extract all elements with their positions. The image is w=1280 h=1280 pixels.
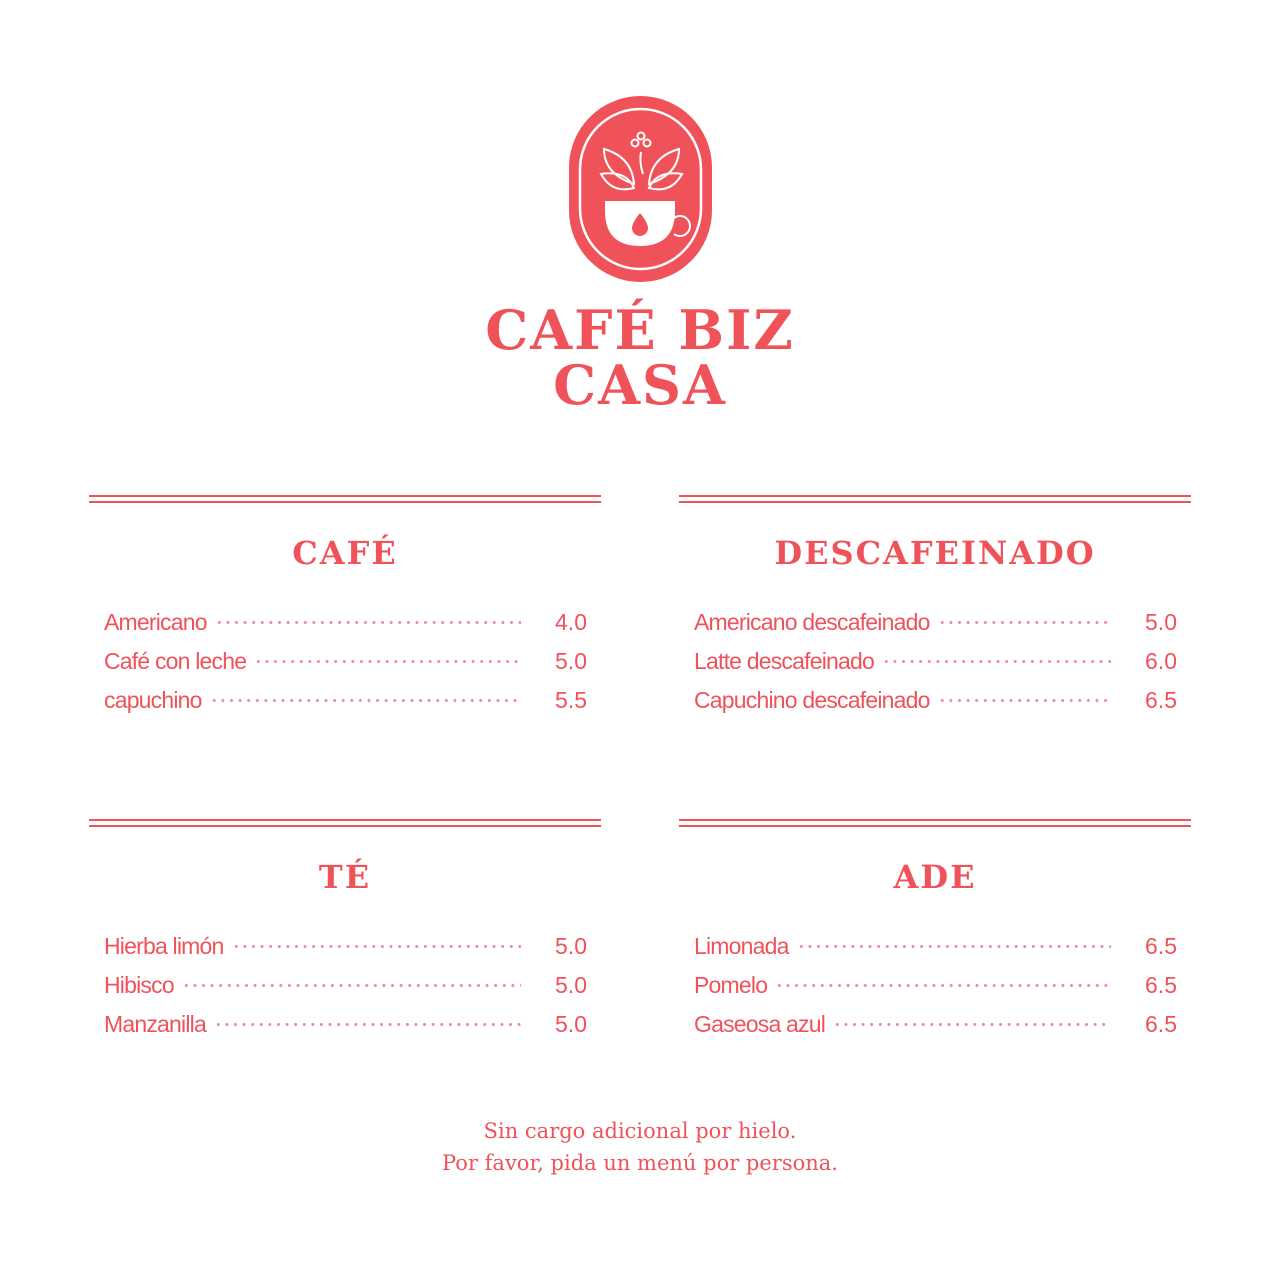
item-name: Hierba limón [104,933,224,959]
menu-item [104,642,587,681]
dot-leader [232,945,521,948]
menu-item [104,603,587,642]
dot-leader [833,1023,1111,1026]
dot-leader [938,699,1111,702]
item-price: 6.5 [1145,687,1177,713]
section-title: CAFÉ [292,534,398,572]
section-title: DESCAFEINADO [774,534,1096,572]
menu-item [694,681,1177,720]
divider [89,495,601,497]
dot-leader [254,660,521,663]
dot-leader [775,984,1111,987]
menu-section-cafe [89,495,601,720]
menu-item [694,966,1177,1005]
item-name: Gaseosa azul [694,1011,826,1037]
item-name: Hibisco [104,972,174,998]
divider [89,819,601,821]
brand-name-line1: CAFÉ BIZ [485,298,795,362]
item-name: Café con leche [104,648,247,674]
item-price: 6.5 [1145,1011,1177,1037]
menu-item [104,681,587,720]
brand-name-line2: CASA [553,353,727,417]
menu-section-ade [679,819,1191,1044]
menu-item [104,966,587,1005]
item-name: Americano [104,609,207,635]
item-name: Latte descafeinado [694,648,874,674]
divider [89,825,601,827]
section-title: ADE [893,858,977,896]
dot-leader [210,699,521,702]
divider [679,819,1191,821]
coffee-cup-leaves-icon [569,96,712,282]
divider [679,501,1191,503]
item-price: 5.0 [555,972,587,998]
divider [679,495,1191,497]
menu-item [694,927,1177,966]
menu-section-te [89,819,601,1044]
item-price: 5.0 [555,1011,587,1037]
menu-item [694,603,1177,642]
dot-leader [938,621,1111,624]
item-name: Manzanilla [104,1011,206,1037]
item-price: 5.0 [555,648,587,674]
item-price: 4.0 [555,609,587,635]
footer-line-2: Por favor, pida un menú por persona. [442,1151,838,1175]
menu-section-descafeinado [679,495,1191,720]
menu-item [694,1005,1177,1044]
footer-line-1: Sin cargo adicional por hielo. [483,1119,797,1143]
item-price: 6.5 [1145,933,1177,959]
item-price: 6.5 [1145,972,1177,998]
item-name: Pomelo [694,972,768,998]
dot-leader [214,1023,521,1026]
divider [679,825,1191,827]
footer-note [0,1115,1280,1179]
logo [569,96,712,282]
item-price: 5.5 [555,687,587,713]
item-name: Americano descafeinado [694,609,930,635]
dot-leader [182,984,521,987]
item-price: 5.0 [555,933,587,959]
menu-item [104,927,587,966]
item-name: Capuchino descafeinado [694,687,930,713]
menu-item [694,642,1177,681]
menu-item [104,1005,587,1044]
dot-leader [882,660,1111,663]
item-price: 6.0 [1145,648,1177,674]
item-name: Limonada [694,933,789,959]
dot-leader [797,945,1111,948]
dot-leader [215,621,521,624]
section-title: TÉ [318,858,372,896]
item-price: 5.0 [1145,609,1177,635]
divider [89,501,601,503]
item-name: capuchino [104,687,202,713]
